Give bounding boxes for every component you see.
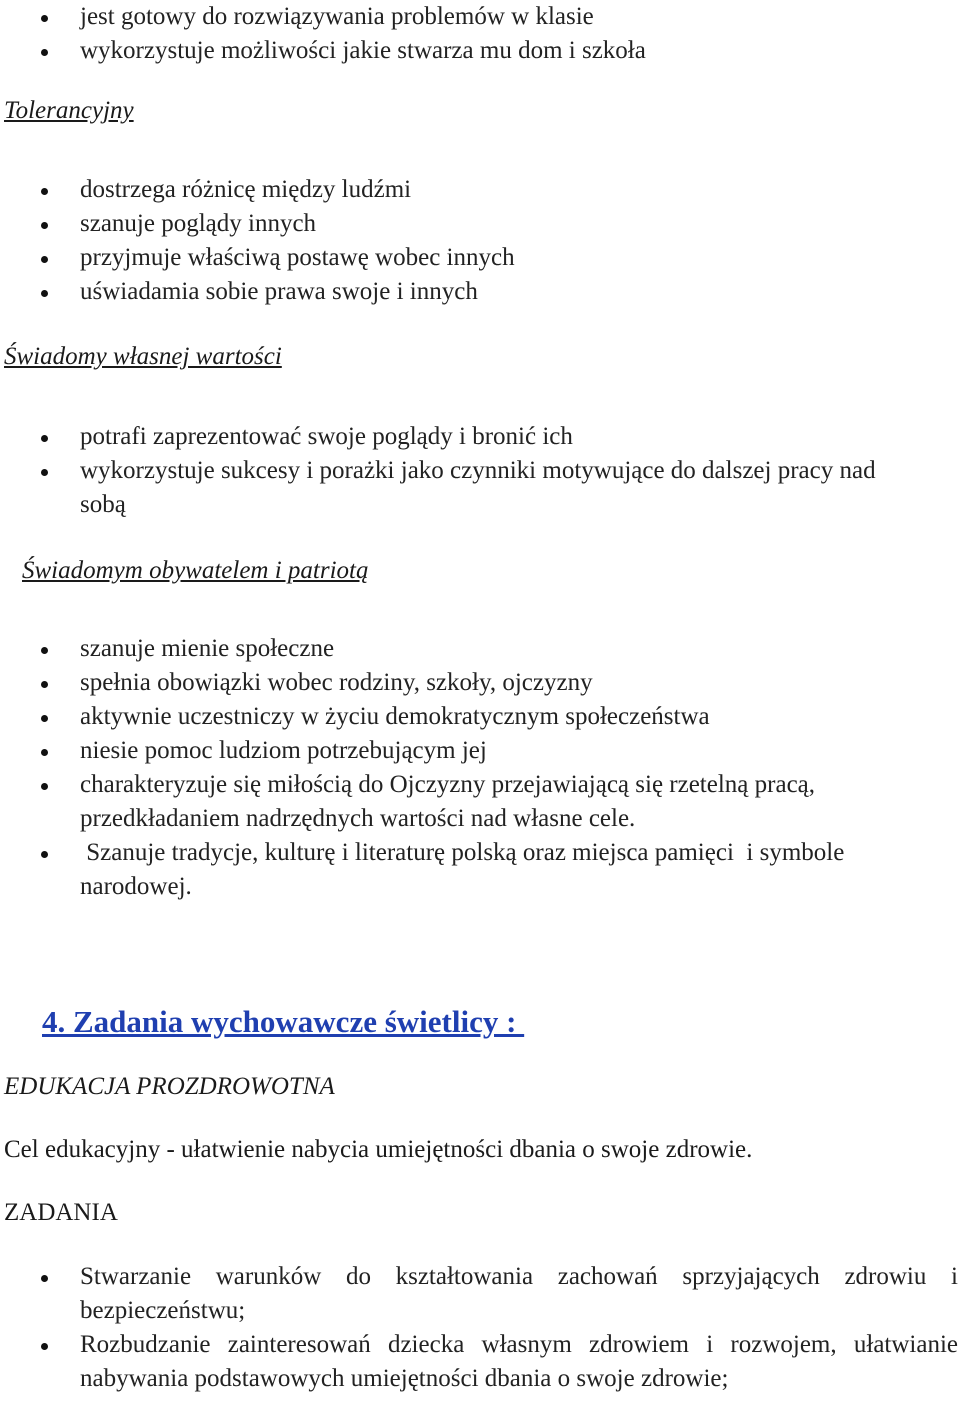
list-item: Stwarzanie warunków do kształtowania zachowań sprzyjających zdrowiu i bezpieczeństwu; [0, 1260, 958, 1328]
list-item: aktywnie uczestniczy w życiu demokratycznym społeczeństwa [0, 700, 905, 734]
section-title: 4. Zadania wychowawcze świetlicy : [42, 1004, 525, 1039]
list-item: wykorzystuje możliwości jakie stwarza mu dom i szkoła [0, 34, 950, 68]
tolerant-list [0, 173, 950, 309]
tasks-heading: ZADANIA [4, 1199, 118, 1226]
heading-citizen: Świadomym obywatelem i patriotą [22, 557, 369, 584]
list-item: szanuje poglądy innych [0, 207, 950, 241]
list-item: niesie pomoc ludziom potrzebującym jej [0, 734, 905, 768]
list-item: Rozbudzanie zainteresowań dziecka własnym zdrowiem i rozwojem, ułatwianie nabywania podstawowych umiejętności dbania o swoje zdrowie; [0, 1328, 958, 1396]
citizen-list [0, 632, 905, 904]
tasks-list [0, 1260, 958, 1396]
list-item: dostrzega różnicę między ludźmi [0, 173, 950, 207]
list-item: charakteryzuje się miłością do Ojczyzny przejawiającą się rzetelną pracą, przedkładaniem nadrzędnych wartości nad własne cele. [0, 768, 905, 836]
list-item: szanuje mienie społeczne [0, 632, 905, 666]
goal-text: Cel edukacyjny - ułatwienie nabycia umiejętności dbania o swoje zdrowie. [4, 1136, 753, 1163]
list-item: jest gotowy do rozwiązywania problemów w klasie [0, 0, 950, 34]
heading-tolerant: Tolerancyjny [4, 97, 134, 124]
self-worth-list [0, 420, 905, 522]
heading-self-worth: Świadomy własnej wartości [4, 343, 282, 370]
list-item: Szanuje tradycje, kulturę i literaturę polską oraz miejsca pamięci i symbole narodowej. [0, 836, 905, 904]
top-list [0, 0, 950, 68]
list-item: potrafi zaprezentować swoje poglądy i bronić ich [0, 420, 905, 454]
list-item: przyjmuje właściwą postawę wobec innych [0, 241, 950, 275]
edu-heading: EDUKACJA PROZDROWOTNA [4, 1073, 335, 1100]
list-item: spełnia obowiązki wobec rodziny, szkoły, ojczyzny [0, 666, 905, 700]
list-item: uświadamia sobie prawa swoje i innych [0, 275, 950, 309]
list-item: wykorzystuje sukcesy i porażki jako czynniki motywujące do dalszej pracy nad sobą [0, 454, 905, 522]
